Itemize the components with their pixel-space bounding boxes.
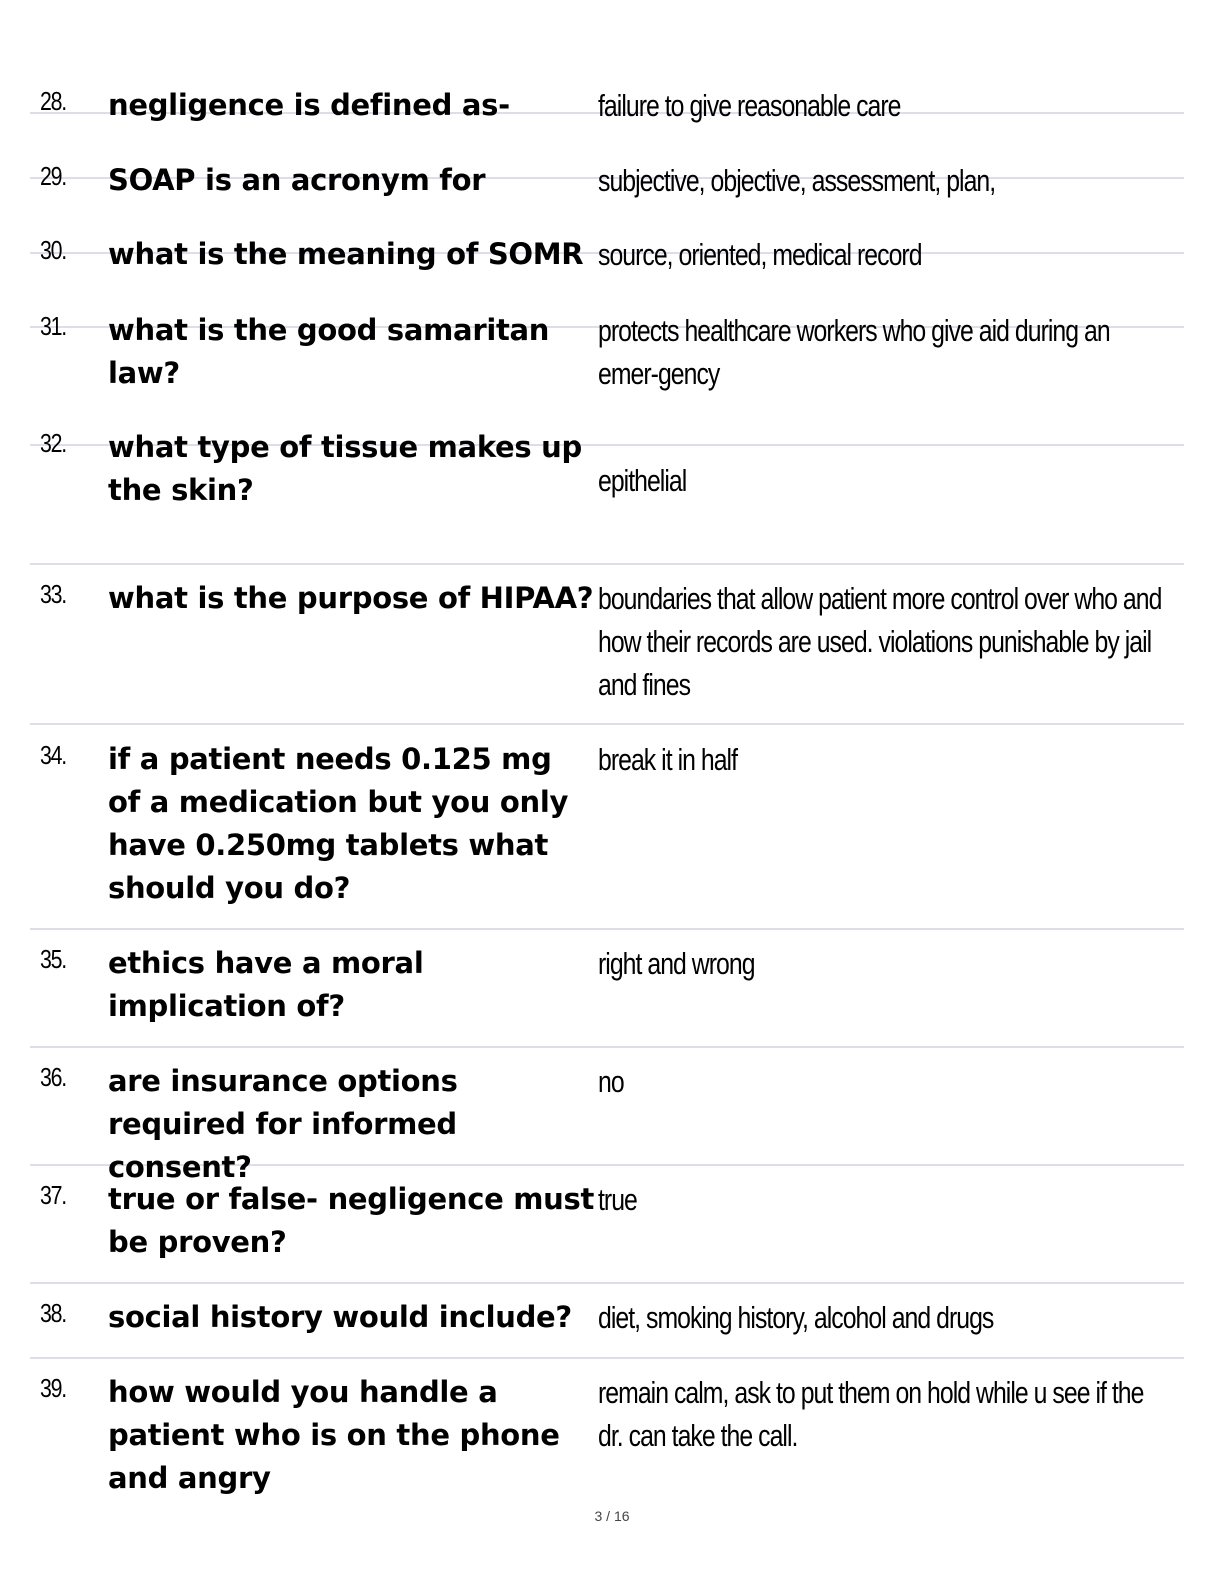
divider bbox=[30, 928, 1184, 930]
card-definition: subjective, objective, assessment, plan, bbox=[598, 163, 996, 198]
card-number: 29. bbox=[40, 161, 66, 191]
card-term: how would you handle a patient who is on the phone and angry bbox=[108, 1375, 560, 1495]
card-number: 36. bbox=[40, 1062, 66, 1092]
card-term: what is the meaning of SOMR bbox=[108, 237, 584, 271]
card-definition: protects healthcare workers who give aid during an emer-gency bbox=[598, 313, 1110, 391]
card-term: ethics have a moral implication of? bbox=[108, 946, 424, 1023]
card-definition: no bbox=[598, 1064, 624, 1099]
card-number: 28. bbox=[40, 86, 66, 116]
divider bbox=[30, 1282, 1184, 1284]
card-definition: boundaries that allow patient more control over who and how their records are used. violations punishable by jail and fines bbox=[598, 581, 1162, 702]
card-term: are insurance options required for informed consent? bbox=[108, 1064, 458, 1184]
divider bbox=[30, 1046, 1184, 1048]
card-term: what is the good samaritan law? bbox=[108, 313, 550, 390]
card-number: 34. bbox=[40, 740, 66, 770]
card-definition: epithelial bbox=[598, 463, 687, 498]
card-definition: remain calm, ask to put them on hold while u see if the dr. can take the call. bbox=[598, 1375, 1144, 1453]
card-term: social history would include? bbox=[108, 1300, 572, 1334]
card-definition: failure to give reasonable care bbox=[598, 88, 901, 123]
card-term: true or false- negligence must be proven? bbox=[108, 1182, 595, 1259]
card-number: 30. bbox=[40, 235, 66, 265]
divider bbox=[30, 563, 1184, 565]
card-term: what type of tissue makes up the skin? bbox=[108, 430, 582, 507]
card-term: SOAP is an acronym for bbox=[108, 163, 486, 197]
card-definition: right and wrong bbox=[598, 946, 755, 981]
card-term: what is the purpose of HIPAA? bbox=[108, 581, 594, 615]
card-term: negligence is defined as- bbox=[108, 88, 510, 122]
card-number: 31. bbox=[40, 311, 66, 341]
page-number: 3 / 16 bbox=[594, 1508, 630, 1524]
card-definition: true bbox=[598, 1182, 637, 1217]
card-number: 32. bbox=[40, 428, 66, 458]
card-definition: source, oriented, medical record bbox=[598, 237, 922, 272]
divider bbox=[30, 723, 1184, 725]
card-number: 35. bbox=[40, 944, 66, 974]
card-number: 37. bbox=[40, 1180, 66, 1210]
card-term: if a patient needs 0.125 mg of a medication but you only have 0.250mg tablets what should you do? bbox=[108, 742, 569, 905]
card-definition: break it in half bbox=[598, 742, 738, 777]
card-definition: diet, smoking history, alcohol and drugs bbox=[598, 1300, 994, 1335]
divider bbox=[30, 1357, 1184, 1359]
card-number: 33. bbox=[40, 579, 66, 609]
card-number: 38. bbox=[40, 1298, 66, 1328]
card-number: 39. bbox=[40, 1373, 66, 1403]
